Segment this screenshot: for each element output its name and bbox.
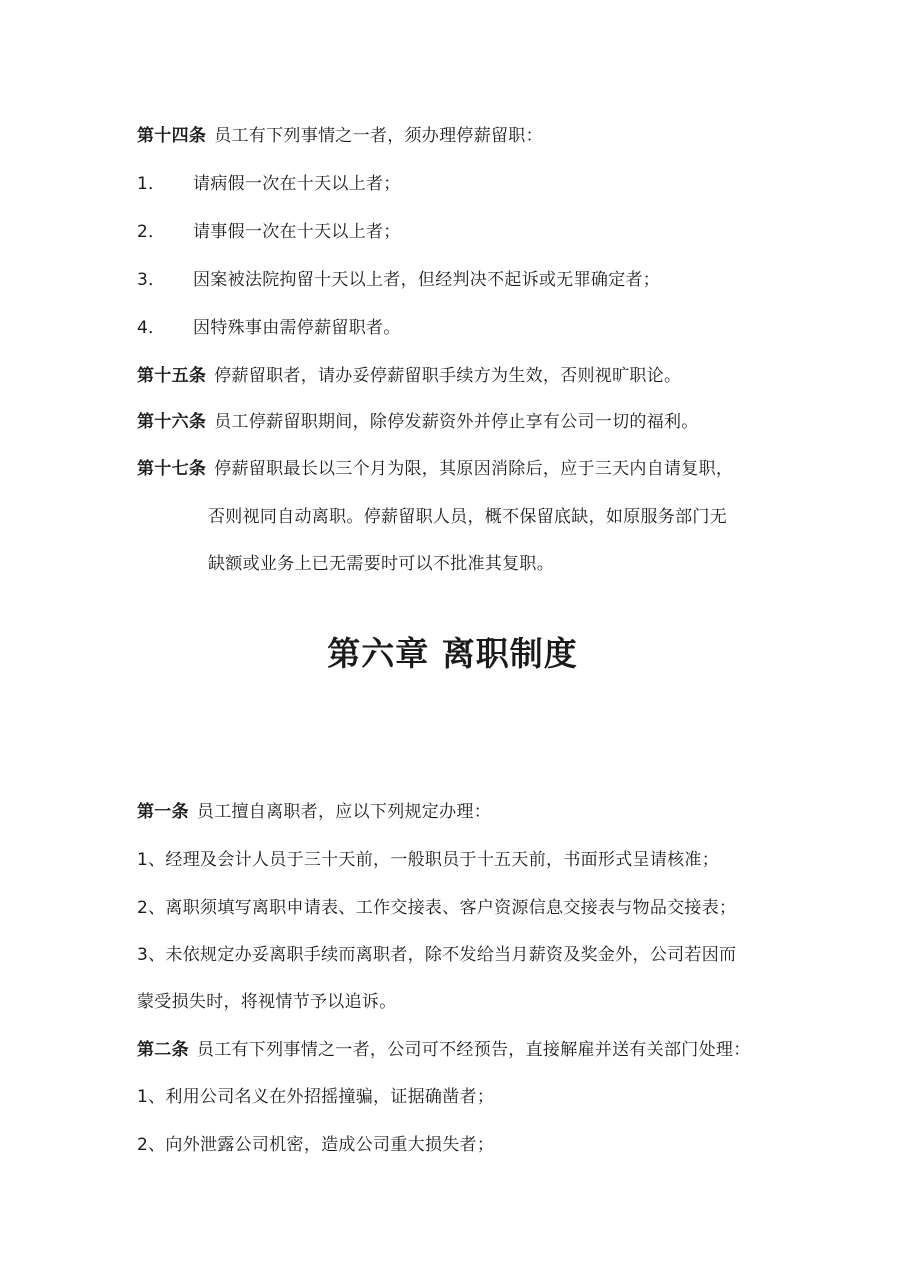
item-number: 4．	[137, 318, 166, 338]
article-heading: 第十五条	[137, 366, 207, 386]
article-heading: 第一条	[137, 802, 189, 822]
article-text: 员工擅自离职者，应以下列规定办理：	[196, 802, 492, 822]
list-item	[137, 220, 401, 244]
item-number: 1．	[137, 174, 166, 194]
article-heading: 第十七条	[137, 459, 207, 479]
article-heading: 第十六条	[137, 412, 207, 432]
chapter-title: 第六章 离职制度	[327, 634, 578, 673]
article-17-continuation: 缺额或业务上已无需要时可以不批准其复职。	[208, 554, 554, 574]
article-heading: 第十四条	[137, 126, 207, 146]
article-text: 停薪留职者，请办妥停薪留职手续方为生效，否则视旷职论。	[214, 366, 682, 386]
article-text: 员工有下列事情之一者，须办理停薪留职：	[214, 126, 543, 146]
article-14	[137, 124, 543, 148]
chapter6-article-1	[137, 800, 491, 824]
list-item	[137, 172, 401, 196]
article-16	[137, 410, 699, 434]
item-text: 因案被法院拘留十天以上者，但经判决不起诉或无罪确定者；	[193, 270, 661, 290]
article-text: 员工停薪留职期间，除停发薪资外并停止享有公司一切的福利。	[214, 412, 699, 432]
article-17	[137, 457, 733, 481]
list-item: 1、利用公司名义在外招摇撞骗，证据确凿者；	[137, 1087, 495, 1107]
article-15	[137, 364, 681, 388]
article-heading: 第二条	[137, 1040, 189, 1060]
article-17-continuation: 否则视同自动离职。停薪留职人员，概不保留底缺，如原服务部门无	[208, 507, 727, 527]
item-number: 3．	[137, 270, 166, 290]
list-item-continuation: 蒙受损失时，将视情节予以追诉。	[137, 992, 397, 1012]
article-text: 停薪留职最长以三个月为限，其原因消除后，应于三天内自请复职，	[214, 459, 734, 479]
list-item: 2、向外泄露公司机密，造成公司重大损失者；	[137, 1135, 495, 1155]
list-item	[137, 316, 401, 340]
item-text: 因特殊事由需停薪留职者。	[193, 318, 401, 338]
item-text: 请病假一次在十天以上者；	[193, 174, 401, 194]
item-number: 2．	[137, 222, 166, 242]
list-item: 2、离职须填写离职申请表、工作交接表、客户资源信息交接表与物品交接表；	[137, 898, 737, 918]
item-text: 请事假一次在十天以上者；	[193, 222, 401, 242]
list-item	[137, 268, 660, 292]
article-text: 员工有下列事情之一者，公司可不经预告，直接解雇并送有关部门处理：	[196, 1040, 751, 1060]
list-item: 3、未依规定办妥离职手续而离职者，除不发给当月薪资及奖金外，公司若因而	[137, 945, 737, 965]
chapter6-article-2	[137, 1038, 751, 1062]
list-item: 1、经理及会计人员于三十天前，一般职员于十五天前，书面形式呈请核准；	[137, 850, 720, 870]
